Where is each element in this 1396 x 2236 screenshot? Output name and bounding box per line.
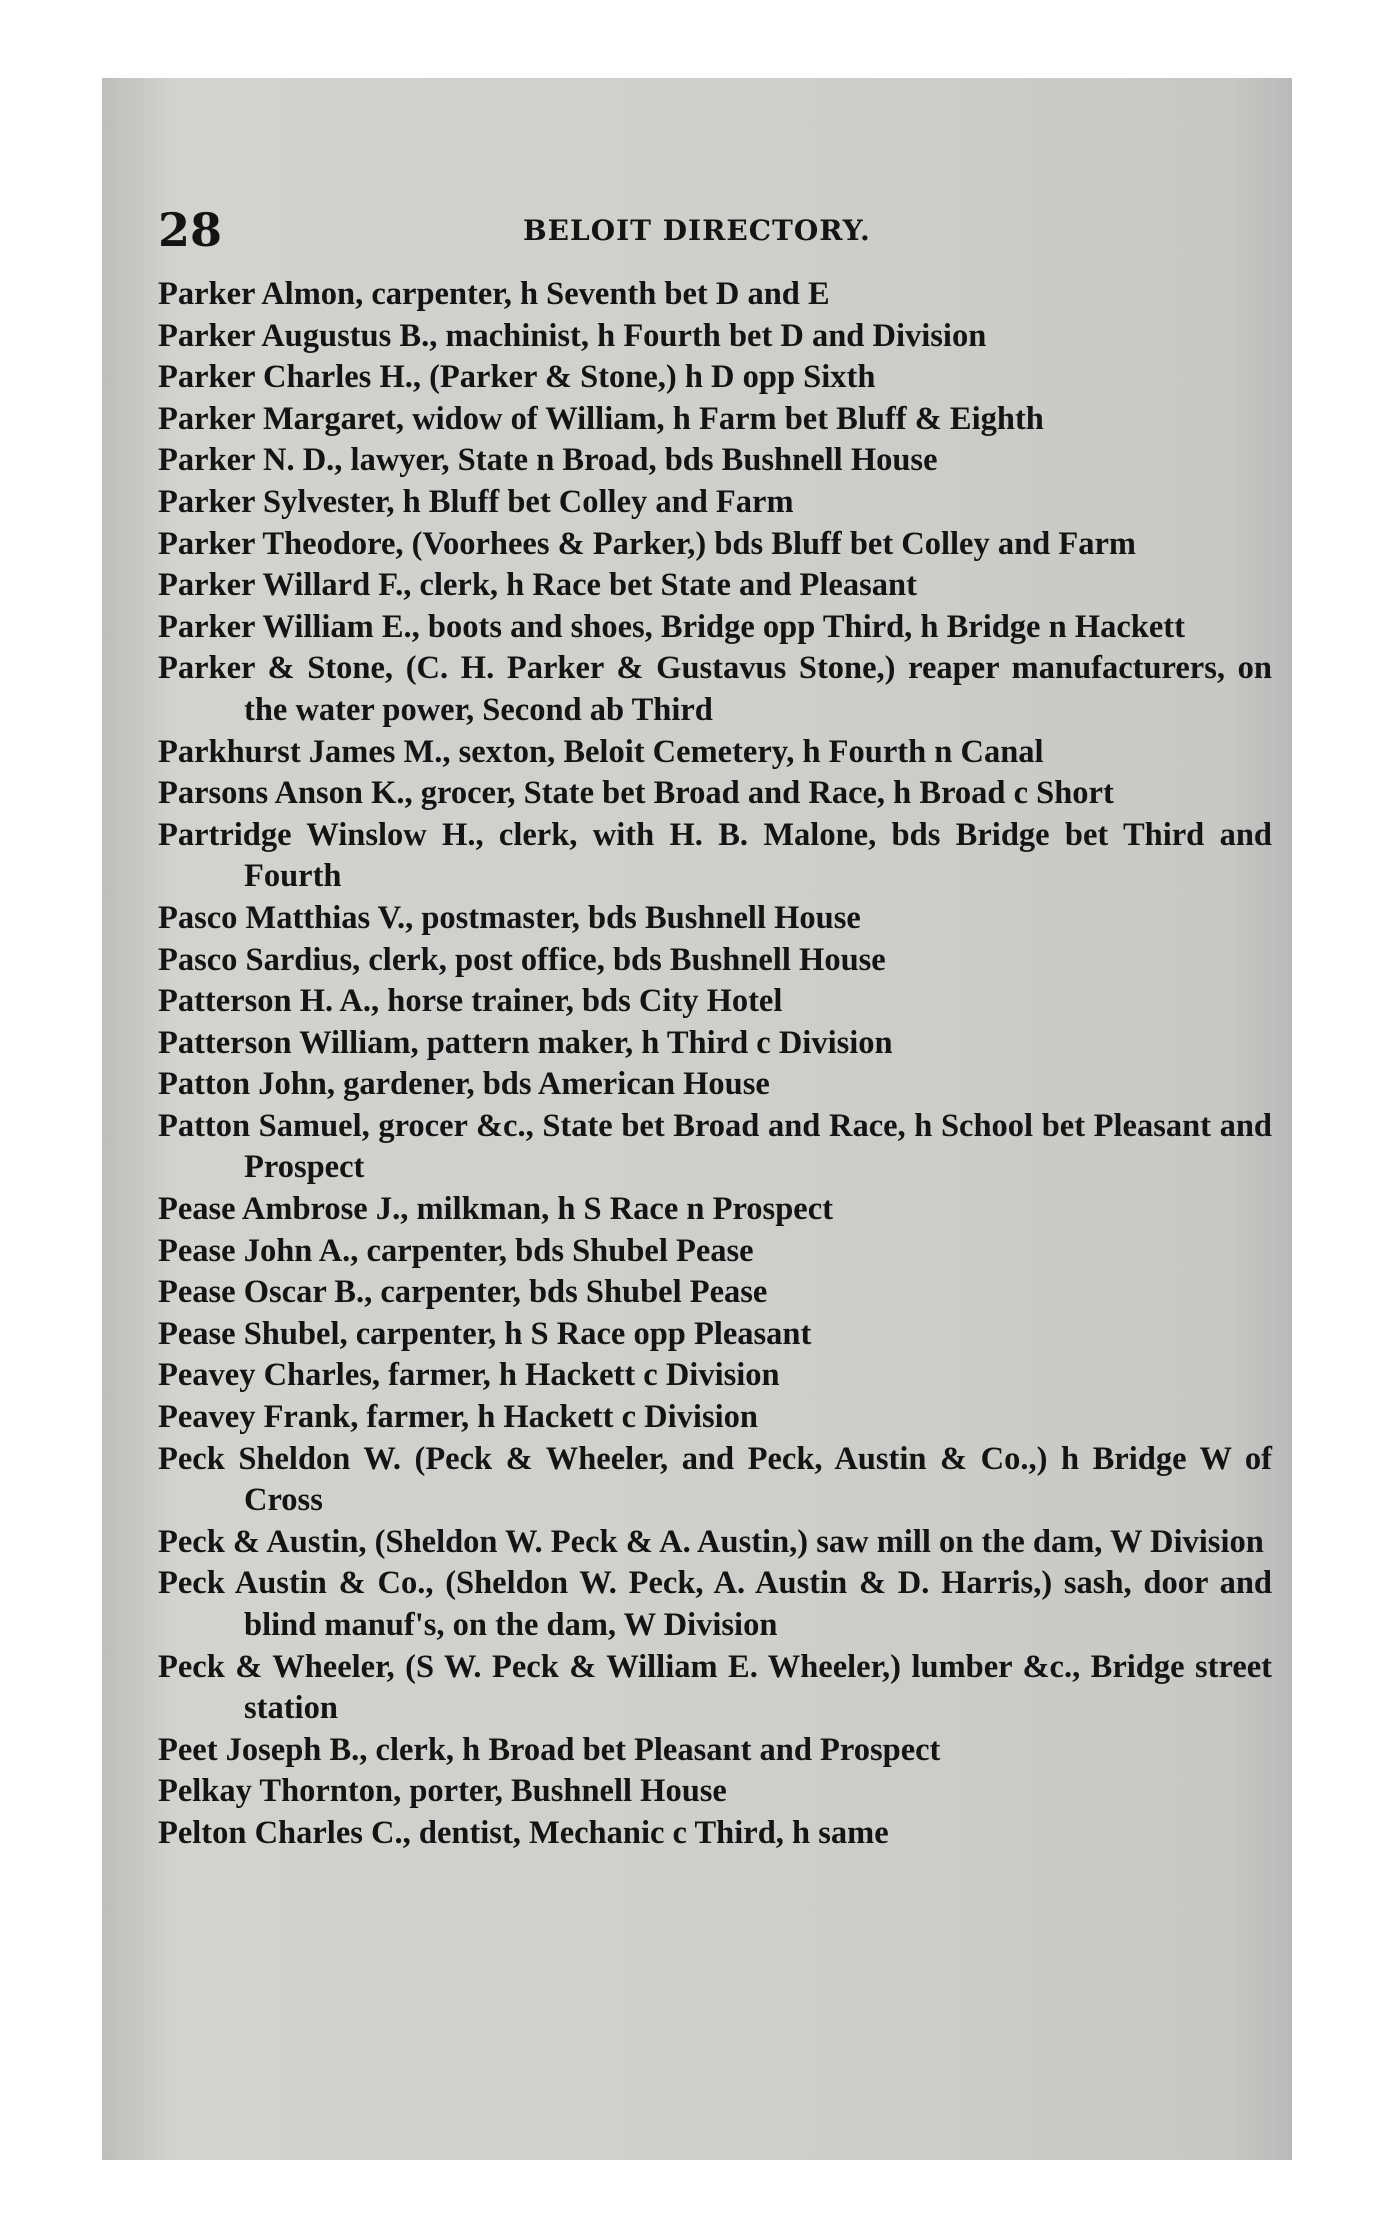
directory-entry: Parker Almon, carpenter, h Seventh bet D and E	[158, 276, 830, 312]
directory-entry: Peck Sheldon W. (Peck & Wheeler, and Peck, Austin & Co.,) h Bridge W of Cross	[158, 1440, 1272, 1519]
directory-entry: Pease Ambrose J., milkman, h S Race n Prospect	[158, 1191, 833, 1228]
directory-entry: Parker Sylvester, h Bluff bet Colley and Farm	[158, 483, 794, 520]
directory-entry: Parker William E., boots and shoes, Bridge opp Third, h Bridge n Hackett	[158, 608, 1185, 645]
directory-entry: Patton Samuel, grocer &c., State bet Broad and Race, h School bet Pleasant and Prospect	[158, 1107, 1272, 1186]
directory-entry: Pease John A., carpenter, bds Shubel Pease	[158, 1232, 754, 1269]
directory-entry: Patton John, gardener, bds American House	[158, 1066, 770, 1103]
directory-entry: Pelkay Thornton, porter, Bushnell House	[158, 1773, 727, 1810]
directory-entry: Peavey Frank, farmer, h Hackett c Division	[158, 1399, 758, 1436]
directory-entry: Parker & Stone, (C. H. Parker & Gustavus Stone,) reaper manufacturers, on the water power, Second ab Third	[158, 650, 1272, 728]
page-header	[158, 200, 1278, 260]
directory-entry: Pease Oscar B., carpenter, bds Shubel Pease	[158, 1274, 768, 1311]
running-title: BELOIT DIRECTORY.	[523, 214, 871, 247]
directory-entry: Peavey Charles, farmer, h Hackett c Division	[158, 1357, 780, 1394]
directory-entry: Parker Theodore, (Voorhees & Parker,) bds Bluff bet Colley and Farm	[158, 525, 1136, 562]
directory-entry: Peet Joseph B., clerk, h Broad bet Pleasant and Prospect	[158, 1731, 941, 1768]
page-number: 28	[158, 203, 223, 257]
scanned-page	[102, 78, 1292, 2160]
directory-entry: Pasco Matthias V., postmaster, bds Bushnell House	[158, 899, 861, 936]
directory-entry: Peck & Austin, (Sheldon W. Peck & A. Austin,) saw mill on the dam, W Division	[158, 1523, 1264, 1560]
directory-entry: Patterson William, pattern maker, h Third c Division	[158, 1024, 893, 1061]
directory-entry: Pease Shubel, carpenter, h S Race opp Pleasant	[158, 1315, 812, 1352]
directory-entry: Pelton Charles C., dentist, Mechanic c Third, h same	[158, 1814, 889, 1851]
directory-entry: Patterson H. A., horse trainer, bds City Hotel	[158, 983, 783, 1020]
directory-entry: Parkhurst James M., sexton, Beloit Cemetery, h Fourth n Canal	[158, 733, 1044, 770]
directory-entry: Parker Charles H., (Parker & Stone,) h D opp Sixth	[158, 359, 876, 396]
directory-entry: Parker Willard F., clerk, h Race bet State and Pleasant	[158, 567, 917, 604]
directory-entry: Parker Margaret, widow of William, h Farm bet Bluff & Eighth	[158, 400, 1044, 437]
directory-entries	[158, 274, 1272, 1855]
directory-entry: Peck & Wheeler, (S W. Peck & William E. Wheeler,) lumber &c., Bridge street station	[158, 1648, 1272, 1727]
directory-entry: Parsons Anson K., grocer, State bet Broad and Race, h Broad c Short	[158, 775, 1114, 812]
directory-entry: Peck Austin & Co., (Sheldon W. Peck, A. Austin & D. Harris,) sash, door and blind manuf's, on the dam, W Division	[158, 1565, 1272, 1643]
directory-entry: Pasco Sardius, clerk, post office, bds Bushnell House	[158, 941, 886, 978]
directory-entry: Parker Augustus B., machinist, h Fourth bet D and Division	[158, 317, 987, 354]
directory-entry: Partridge Winslow H., clerk, with H. B. Malone, bds Bridge bet Third and Fourth	[158, 816, 1272, 895]
directory-entry: Parker N. D., lawyer, State n Broad, bds Bushnell House	[158, 442, 938, 479]
